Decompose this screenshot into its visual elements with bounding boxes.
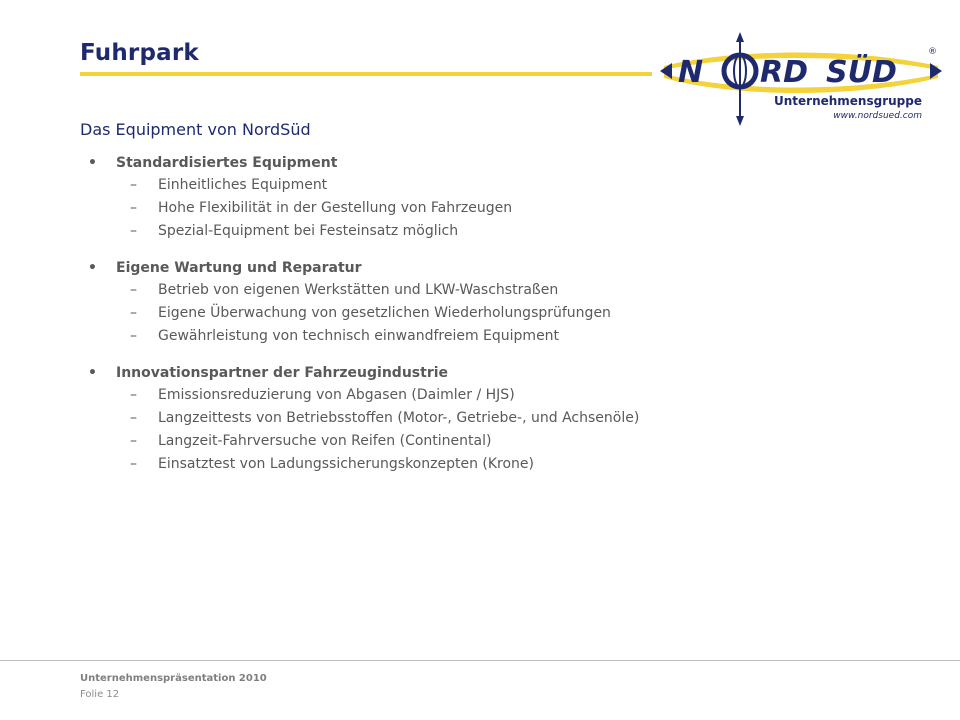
sub-item	[88, 453, 848, 476]
sub-item-text: Spezial-Equipment bei Festeinsatz möglich	[158, 223, 459, 239]
logo-registered: ®	[928, 47, 937, 57]
nordsued-logo	[656, 30, 946, 130]
sub-dash: –	[130, 328, 137, 344]
sub-item	[88, 197, 848, 220]
section-standardized-equipment	[88, 152, 848, 243]
section-maintenance-repair	[88, 257, 848, 348]
section-innovation-partner	[88, 362, 848, 476]
bullet-heading	[88, 257, 848, 279]
sub-dash: –	[130, 200, 137, 216]
bullet-heading-text: Eigene Wartung und Reparatur	[116, 260, 362, 276]
title-underline	[80, 72, 652, 76]
sub-dash: –	[130, 433, 137, 449]
sub-item	[88, 325, 848, 348]
sub-item-text: Gewährleistung von technisch einwandfreiem Equipment	[158, 328, 560, 344]
sub-dash: –	[130, 177, 137, 193]
logo-tagline: Unternehmensgruppe	[773, 94, 922, 108]
sub-item-text: Eigene Überwachung von gesetzlichen Wiederholungsprüfungen	[158, 305, 611, 321]
sub-item-text: Einheitliches Equipment	[158, 177, 328, 193]
bullet-heading	[88, 362, 848, 384]
bullet-heading-text: Innovationspartner der Fahrzeugindustrie	[116, 365, 449, 381]
bullet-heading	[88, 152, 848, 174]
bullet-heading-text: Standardisiertes Equipment	[116, 155, 338, 171]
sub-dash: –	[130, 282, 137, 298]
logo-word-rd: RD	[760, 55, 809, 90]
sub-item	[88, 384, 848, 407]
logo-word-n: N	[678, 55, 704, 90]
sub-item	[88, 407, 848, 430]
footer-page-number: Folie 12	[80, 689, 120, 700]
sub-dash: –	[130, 223, 137, 239]
slide-title: Fuhrpark	[80, 40, 199, 66]
sub-dash: –	[130, 387, 137, 403]
sub-item	[88, 220, 848, 243]
logo-url: www.nordsued.com	[833, 111, 922, 121]
sub-item	[88, 302, 848, 325]
bullet-content	[88, 152, 848, 490]
sub-item-text: Langzeit-Fahrversuche von Reifen (Continental)	[158, 433, 492, 449]
bullet-dot: •	[88, 365, 97, 381]
sub-item-text: Einsatztest von Ladungssicherungskonzepten (Krone)	[158, 456, 534, 472]
sub-dash: –	[130, 456, 137, 472]
bullet-dot: •	[88, 260, 97, 276]
logo-word-sud: SÜD	[826, 55, 897, 90]
slide-subtitle: Das Equipment von NordSüd	[80, 120, 311, 139]
sub-item	[88, 430, 848, 453]
sub-dash: –	[130, 305, 137, 321]
footer-presentation-title: Unternehmenspräsentation 2010	[80, 673, 267, 684]
sub-item	[88, 279, 848, 302]
footer-divider	[0, 660, 960, 661]
sub-item	[88, 174, 848, 197]
sub-item-text: Hohe Flexibilität in der Gestellung von Fahrzeugen	[158, 200, 513, 216]
sub-dash: –	[130, 410, 137, 426]
sub-item-text: Langzeittests von Betriebsstoffen (Motor-, Getriebe-, und Achsenöle)	[158, 410, 640, 426]
sub-item-text: Betrieb von eigenen Werkstätten und LKW-Waschstraßen	[158, 282, 559, 298]
sub-item-text: Emissionsreduzierung von Abgasen (Daimler / HJS)	[158, 387, 515, 403]
bullet-dot: •	[88, 155, 97, 171]
